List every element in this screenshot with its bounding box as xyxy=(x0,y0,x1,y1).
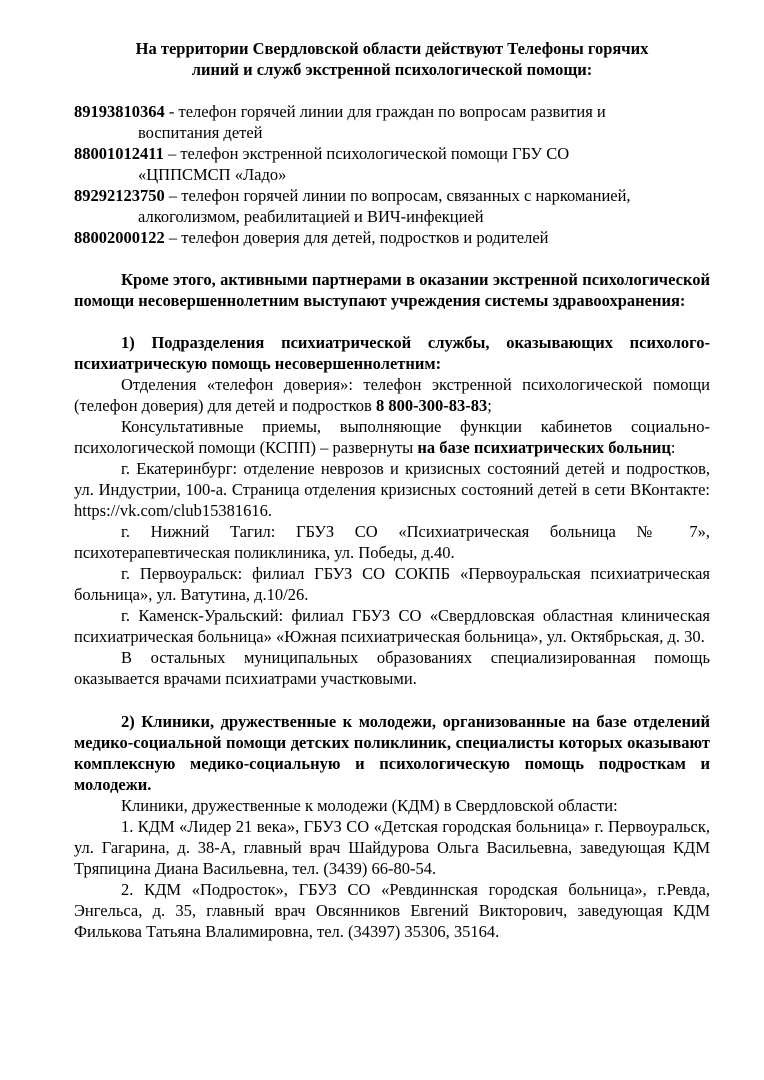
section1-other-municipalities: В остальных муниципальных образованиях специализированная помощь оказывается врачами психиатрами участковыми. xyxy=(74,648,710,688)
hotline-description-continuation: «ЦППСМСП «Ладо» xyxy=(138,165,287,184)
clinic-item-1: 1. КДМ «Лидер 21 века», ГБУЗ СО «Детская городская больница» г. Первоуральск, ул. Гагарина, д. 38-А, главный врач Шайдурова Ольга Васильевна, заведующая КДМ Тряпицина Диана Васильевна, тел. (3439) 66-80-54. xyxy=(74,817,710,878)
hotline-description: телефон экстренной психологической помощи ГБУ СО xyxy=(180,144,570,163)
intro-paragraph: Кроме этого, активными партнерами в оказании экстренной психологической помощи несовершеннолетним выступают учреждения системы здравоохранения: xyxy=(74,270,710,310)
hotline-separator: – xyxy=(164,228,182,247)
hotline-entry xyxy=(74,101,710,143)
text-run: . xyxy=(267,501,272,520)
hotline-number: 89292123750 xyxy=(74,186,165,205)
text-run: на базе психиатрических больниц xyxy=(417,438,671,457)
clinic-item-2: 2. КДМ «Подросток», ГБУЗ СО «Ревдиннская городская больница», г.Ревда, Энгельса, д. 35, главный врач Овсянников Евгений Викторович, заведующая КДМ Филькова Татьяна Влалимировна, тел. (34397) 35306, 35164. xyxy=(74,880,710,941)
hotline-entry xyxy=(74,143,710,185)
section2-subheading: Клиники, дружественные к молодежи (КДМ) в Свердловской области: xyxy=(121,796,618,815)
hotline-description: телефон горячей линии по вопросам, связанных с наркоманией, xyxy=(181,186,631,205)
title-line-2: линий и служб экстренной психологической помощи: xyxy=(191,60,593,79)
hotline-number: 88002000122 xyxy=(74,228,165,247)
text-run: 8 800-300-83-83 xyxy=(375,396,488,415)
city-paragraph-nizhny-tagil: г. Нижний Тагил: ГБУЗ СО «Психиатрическая больница № 7», психотерапевтическая поликлиника, ул. Победы, д.40. xyxy=(74,522,710,562)
city-paragraph-ekaterinburg xyxy=(74,458,710,521)
hotline-description: телефон доверия для детей, подростков и родителей xyxy=(181,228,549,247)
vk-link[interactable]: https://vk.com/club15381616 xyxy=(74,501,268,520)
section1-telefon-doveriya-paragraph xyxy=(74,374,710,416)
hotline-list xyxy=(74,101,710,248)
hotline-number: 88001012411 xyxy=(74,144,164,163)
hotline-description-continuation: воспитания детей xyxy=(138,123,263,142)
hotline-line xyxy=(74,101,710,122)
section1-heading: 1) Подразделения психиатрической службы, оказывающих психолого-психиатрическую помощь несовершеннолетним: xyxy=(74,333,710,373)
hotline-line xyxy=(74,143,710,164)
city-paragraph-pervouralsk: г. Первоуральск: филиал ГБУЗ СО СОКПБ «Первоуральская психиатрическая больница», ул. Ватутина, д.10/26. xyxy=(74,564,710,604)
hotline-separator: – xyxy=(163,144,181,163)
text-run: Консультативные приемы, выполняющие функции кабинетов социально-психологической помощи (КСПП) – развернуты xyxy=(74,417,710,457)
section2-heading: 2) Клиники, дружественные к молодежи, организованные на базе отделений медико-социальной помощи детских поликлиник, специалисты которых оказывают комплексную медико-социальную и психологическую помощь подросткам и молодежи. xyxy=(74,712,710,794)
title-line-1: На территории Свердловской области действуют Телефоны горячих xyxy=(135,39,649,58)
hotline-line xyxy=(74,185,710,206)
city-paragraph-kamensk-uralsky: г. Каменск-Уральский: филиал ГБУЗ СО «Свердловская областная клиническая психиатрическая больница» «Южная психиатрическая больница», ул. Октябрьская, д. 30. xyxy=(74,606,710,646)
text-run: : xyxy=(670,438,676,457)
text-run: г. Екатеринбург: отделение неврозов и кризисных состояний детей и подростков, ул. Индустрии, 100-а. Страница отделения кризисных состояний детей в сети ВКонтакте: xyxy=(74,459,710,499)
hotline-separator: – xyxy=(164,186,182,205)
text-run: Отделения «телефон доверия»: телефон экстренной психологической помощи (телефон доверия) для детей и подростков xyxy=(74,375,710,415)
text-run: ; xyxy=(487,396,492,415)
hotline-entry xyxy=(74,227,710,248)
hotline-description-continuation: алкоголизмом, реабилитацией и ВИЧ-инфекцией xyxy=(138,207,484,226)
hotline-line xyxy=(74,227,710,248)
hotline-separator: - xyxy=(164,102,179,121)
hotline-number: 89193810364 xyxy=(74,102,165,121)
hotline-description: телефон горячей линии для граждан по вопросам развития и xyxy=(178,102,606,121)
document-title xyxy=(74,38,710,80)
section1-kspp-paragraph xyxy=(74,416,710,458)
hotline-entry xyxy=(74,185,710,227)
